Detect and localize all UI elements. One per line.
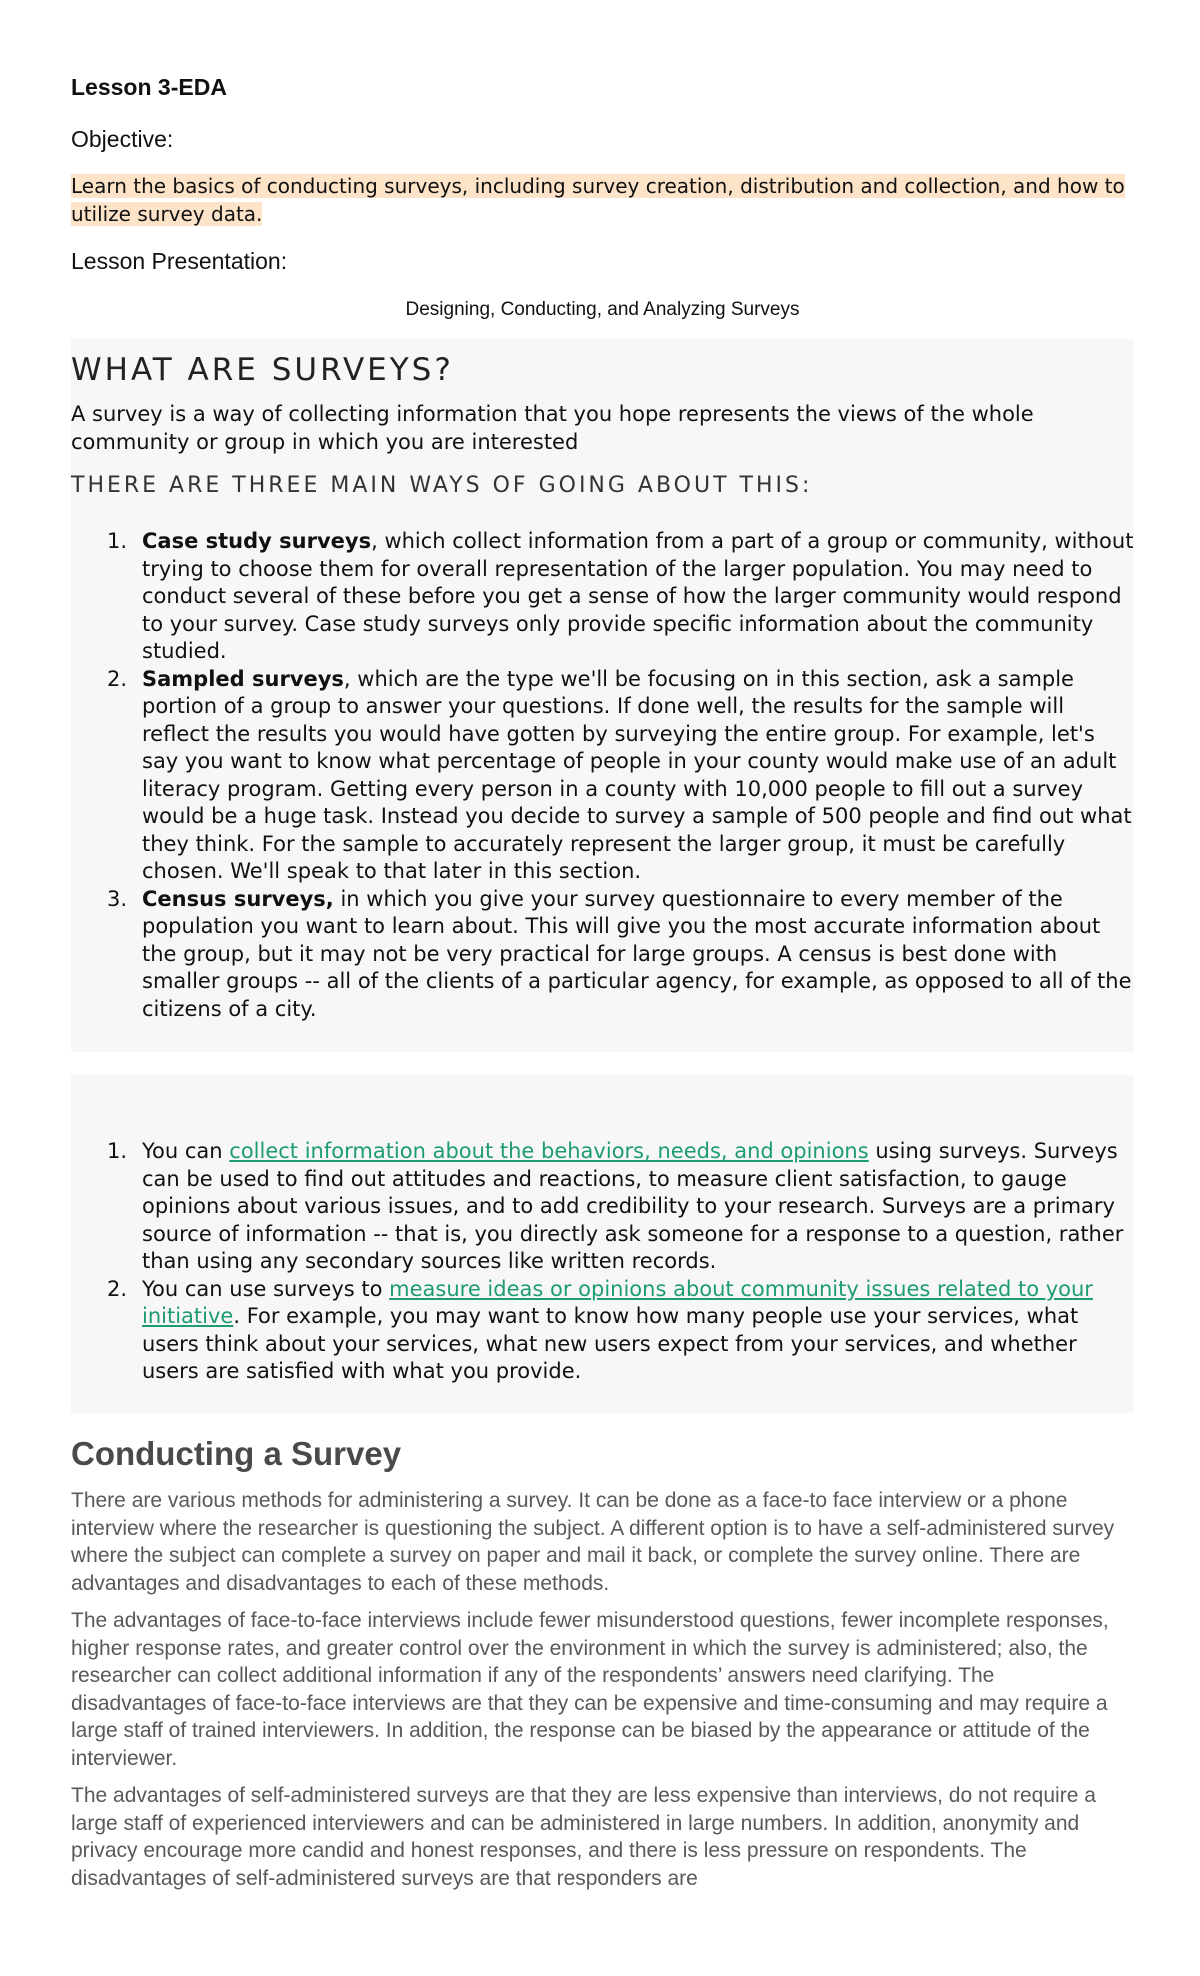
list-item-text: . For example, you may want to know how many people use your services, what users think about your services, what new users expect from your services, and whether users are satisfied with what you provide. [142, 1304, 1079, 1383]
list-item [107, 886, 1134, 1024]
sampled-surveys-term: Sampled surveys [142, 666, 344, 691]
lesson-title: Lesson 3-EDA [71, 74, 227, 100]
measure-ideas-link[interactable]: measure ideas or opinions about community issues related to your initiative [142, 1276, 1093, 1328]
collect-information-link[interactable]: collect information about the behaviors, needs, and opinions [229, 1139, 869, 1163]
conducting-survey-heading: Conducting a Survey [71, 1435, 402, 1472]
list-item-text: You can [142, 1139, 230, 1163]
surveys-intro-paragraph: A survey is a way of collecting information that you hope represents the views of the whole community or group in which you are interested [71, 402, 1034, 454]
list-item [107, 666, 1134, 886]
lesson-presentation-label: Lesson Presentation: [71, 248, 288, 274]
document-title: Designing, Conducting, and Analyzing Surveys [405, 299, 800, 320]
census-surveys-term: Census surveys, [142, 886, 334, 911]
list-item-number: 2. [107, 1276, 128, 1301]
survey-types-list [107, 528, 1134, 1023]
list-item [107, 528, 1134, 666]
list-item-text: , which collect information from a part of a group or community, without trying to choose them for overall representation of the larger population. You may need to conduct several of these before you get a sense of how the larger community would respond to your survey. Case study surveys only provide specific information about the community studied. [142, 529, 1134, 663]
list-item-text: You can use surveys to [142, 1276, 390, 1301]
list-item-number: 1. [107, 529, 128, 553]
list-item-text: , which are the type we'll be focusing on in this section, ask a sample portion of a group to answer your questions. If done well, the results for the sample will reflect the results you would have gotten by surveying the entire group. For example, let's say you want to know what percentage of people in your county would make use of an adult literacy program. Getting every person in a county with 10,000 people to fill out a survey would be a huge task. Instead you decide to survey a sample of 500 people and find out what they think. For the sample to accurately represent the larger group, it must be carefully chosen. We'll speak to that later in this section. [142, 666, 1132, 883]
list-item-number: 1. [107, 1139, 128, 1163]
objective-label: Objective: [71, 126, 174, 152]
what-are-surveys-heading: WHAT ARE SURVEYS? [71, 352, 454, 388]
list-item [107, 1276, 1134, 1386]
face-to-face-paragraph: The advantages of face-to-face interviews include fewer misunderstood questions, fewer incomplete responses, higher response rates, and greater control over the environment in which the survey is administered; also, the researcher can collect additional information if any of the respondents’ answers need clarifying. The disadvantages of face-to-face interviews are that they can be expensive and time-consuming and may require a large staff of trained interviewers. In addition, the response can be biased by the appearance or attitude of the interviewer. [71, 1609, 1109, 1770]
self-administered-paragraph: The advantages of self-administered surveys are that they are less expensive than interviews, do not require a large staff of experienced interviewers and can be administered in large numbers. In addition, anonymity and privacy encourage more candid and honest responses, and there is less pressure on respondents. The disadvantages of self-administered surveys are that responders are [71, 1784, 1096, 1890]
list-item-number: 2. [107, 666, 128, 691]
list-item-text: using surveys. Surveys can be used to find out attitudes and reactions, to measure client satisfaction, to gauge opinions about various issues, and to add credibility to your research. Surveys are a primary source of information -- that is, you directly ask someone for a response to a question, rather than using any secondary sources like written records. [142, 1139, 1124, 1273]
objective-text [71, 172, 1134, 228]
methods-paragraph: There are various methods for administering a survey. It can be done as a face-to face interview or a phone interview where the researcher is questioning the subject. A different option is to have a self-administered survey where the subject can complete a survey on paper and mail it back, or complete the survey online. There are advantages and disadvantages to each of these methods. [71, 1489, 1115, 1595]
survey-reasons-list [107, 1138, 1134, 1386]
list-item-text: in which you give your survey questionnaire to every member of the population you want to learn about. This will give you the most accurate information about the group, but it may not be very practical for large groups. A census is best done with smaller groups -- all of the clients of a particular agency, for example, as opposed to all of the citizens of a city. [142, 886, 1132, 1021]
objective-highlight: Learn the basics of conducting surveys, including survey creation, distribution and collection, and how to utilize survey data. [71, 174, 1125, 226]
list-item-number: 3. [107, 886, 128, 911]
case-study-surveys-term: Case study surveys [142, 529, 372, 553]
three-ways-subheading: THERE ARE THREE MAIN WAYS OF GOING ABOUT THIS: [71, 473, 813, 498]
list-item [107, 1138, 1134, 1276]
